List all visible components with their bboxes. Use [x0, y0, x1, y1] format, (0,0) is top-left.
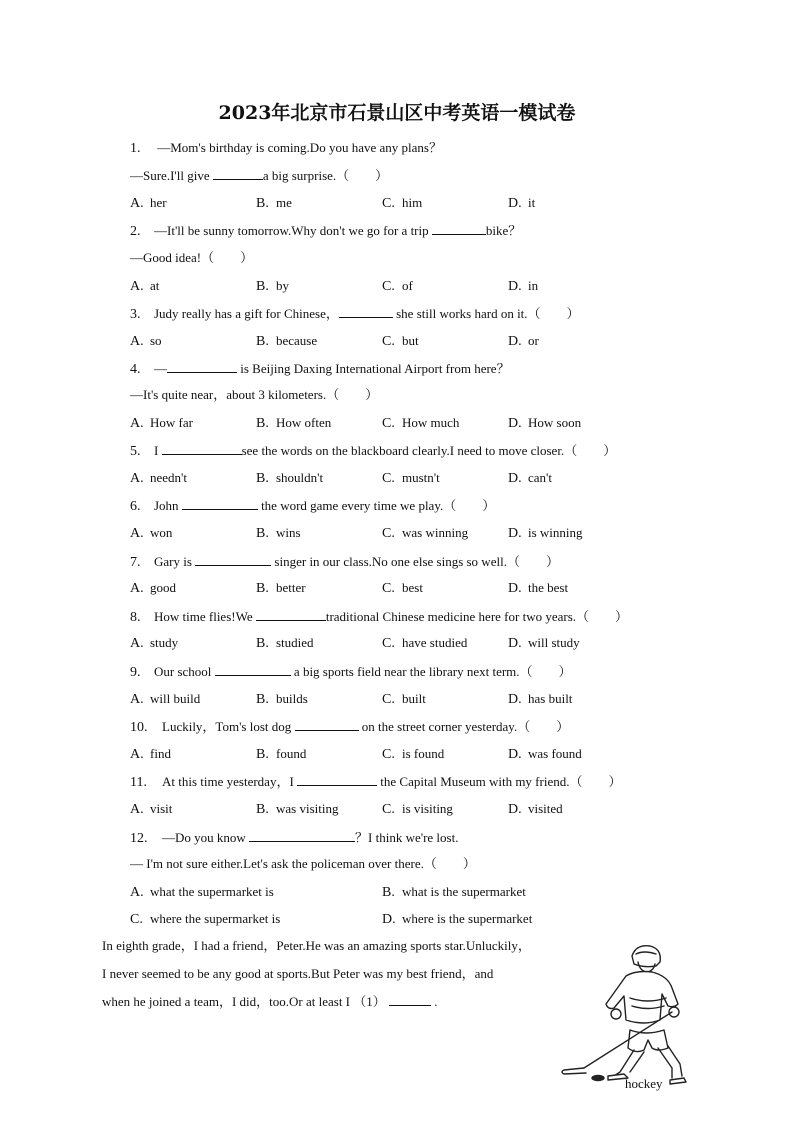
option-text: was found — [528, 746, 582, 761]
option-text: so — [150, 333, 162, 348]
question-number: 7. — [130, 555, 141, 570]
option-c[interactable] — [382, 635, 467, 652]
option-letter: C. — [382, 692, 395, 707]
option-letter: A. — [130, 334, 144, 349]
question-text: Luckily，Tom's lost dog — [162, 719, 295, 734]
option-text: built — [402, 691, 426, 706]
question-text: I — [154, 443, 162, 458]
option-b[interactable] — [256, 525, 301, 542]
option-text: needn't — [150, 470, 187, 485]
option-text: can't — [528, 470, 552, 485]
option-text: builds — [276, 691, 308, 706]
question-text: bike？ — [485, 223, 522, 238]
option-text: has built — [528, 691, 573, 706]
question-text: Gary is — [154, 554, 196, 569]
option-text: is winning — [528, 525, 583, 540]
option-letter: A. — [130, 692, 144, 707]
question-4-reply: —It's quite near，about 3 kilometers.（ ） — [130, 387, 379, 402]
option-d[interactable] — [508, 195, 535, 212]
question-number: 6. — [130, 499, 141, 514]
option-b[interactable] — [256, 635, 314, 652]
option-letter: C. — [382, 196, 395, 211]
option-c[interactable] — [382, 278, 413, 295]
option-text: How much — [402, 415, 460, 430]
option-a[interactable] — [130, 691, 200, 708]
question-text: singer in our class.No one else sings so well.（ ） — [271, 554, 559, 569]
question-number: 10. — [130, 720, 148, 735]
option-d[interactable] — [508, 525, 583, 542]
option-c[interactable] — [130, 911, 280, 928]
question-text: ？I think we're lost. — [355, 830, 459, 845]
option-text: or — [528, 333, 539, 348]
question-2 — [130, 222, 521, 240]
option-letter: C. — [382, 416, 395, 431]
question-number: 12. — [130, 831, 148, 846]
option-text: was visiting — [276, 801, 339, 816]
option-letter: B. — [256, 802, 269, 817]
question-4 — [130, 360, 510, 378]
question-text: a big surprise.（ ） — [262, 168, 389, 183]
question-number: 9. — [130, 665, 141, 680]
option-letter: A. — [130, 279, 144, 294]
option-text: studied — [276, 635, 314, 650]
question-1 — [130, 140, 442, 157]
option-text: have studied — [402, 635, 468, 650]
question-text: —Sure.I'll give — [130, 168, 213, 183]
option-d[interactable] — [382, 911, 532, 928]
option-text: won — [150, 525, 173, 540]
option-letter: A. — [130, 196, 144, 211]
option-d[interactable] — [508, 333, 539, 350]
option-letter: C. — [382, 747, 395, 762]
option-letter: A. — [130, 526, 144, 541]
option-c[interactable] — [382, 195, 422, 212]
question-text: How time flies!We — [154, 609, 256, 624]
option-a[interactable] — [130, 415, 193, 432]
option-d[interactable] — [508, 691, 572, 708]
option-text: by — [276, 278, 289, 293]
passage-line-2: I never seemed to be any good at sports.But Peter was my best friend，and — [102, 966, 494, 981]
option-letter: D. — [508, 747, 522, 762]
option-a[interactable] — [130, 195, 167, 212]
option-letter: D. — [508, 802, 522, 817]
option-letter: A. — [130, 416, 144, 431]
option-b[interactable] — [382, 884, 526, 901]
option-letter: B. — [256, 692, 269, 707]
question-number: 5. — [130, 444, 141, 459]
question-10 — [130, 718, 569, 736]
question-6 — [130, 497, 495, 515]
option-text: How far — [150, 415, 193, 430]
option-c[interactable] — [382, 470, 440, 487]
passage-line-3 — [102, 993, 438, 1010]
question-number: 11. — [130, 775, 147, 790]
option-letter: B. — [256, 471, 269, 486]
question-number: 1. — [130, 141, 141, 156]
option-a[interactable] — [130, 278, 159, 295]
option-letter: D. — [508, 334, 522, 349]
question-number: 8. — [130, 610, 141, 625]
option-text: it — [528, 195, 536, 210]
option-text: better — [276, 580, 306, 595]
question-text: —Mom's birthday is coming.Do you have any plans？ — [157, 140, 442, 155]
question-11 — [130, 773, 621, 791]
option-text: find — [150, 746, 171, 761]
question-text: the word game every time we play.（ ） — [257, 498, 496, 513]
page-title: 2023年北京市石景山区中考英语一模试卷 — [218, 102, 576, 124]
question-9 — [130, 663, 572, 681]
option-letter: D. — [508, 526, 522, 541]
option-letter: A. — [130, 581, 144, 596]
option-text: me — [276, 195, 292, 210]
illustration-caption: hockey — [625, 1076, 663, 1091]
answer-blank[interactable] — [256, 608, 326, 621]
option-letter: B. — [256, 747, 269, 762]
option-letter: B. — [256, 334, 269, 349]
question-text: the Capital Museum with my friend.（ ） — [377, 774, 622, 789]
option-d[interactable] — [508, 801, 563, 818]
option-letter: A. — [130, 802, 144, 817]
option-text: him — [402, 195, 423, 210]
question-text: she still works hard on it.（ ） — [392, 306, 580, 321]
question-text: is Beijing Daxing International Airport from here？ — [237, 361, 510, 376]
option-letter: C. — [382, 802, 395, 817]
option-text: what the supermarket is — [150, 884, 274, 899]
option-text: will build — [150, 691, 201, 706]
option-letter: C. — [382, 279, 395, 294]
question-12 — [130, 829, 458, 847]
question-text: traditional Chinese medicine here for two years.（ ） — [325, 609, 629, 624]
answer-blank[interactable] — [249, 829, 355, 842]
option-letter: D. — [508, 416, 522, 431]
option-b[interactable] — [256, 278, 289, 295]
option-a[interactable] — [130, 333, 162, 350]
question-2-reply: —Good idea!（ ） — [130, 250, 254, 265]
option-c[interactable] — [382, 525, 468, 542]
option-letter: A. — [130, 471, 144, 486]
option-letter: C. — [382, 526, 395, 541]
question-text: At this time yesterday，I — [162, 774, 298, 789]
option-text: shouldn't — [276, 470, 324, 485]
option-text: How soon — [528, 415, 582, 430]
option-d[interactable] — [508, 470, 552, 487]
passage-text: when he joined a team，I did，too.Or at least I （1） — [102, 994, 390, 1009]
option-text: where is the supermarket — [402, 911, 533, 926]
option-a[interactable] — [130, 525, 172, 542]
option-letter: B. — [256, 196, 269, 211]
option-c[interactable] — [382, 801, 453, 818]
option-a[interactable] — [130, 635, 178, 652]
option-text: wins — [276, 525, 301, 540]
option-a[interactable] — [130, 801, 172, 818]
question-text: see the words on the blackboard clearly.I need to move closer.（ ） — [241, 443, 617, 458]
answer-blank[interactable] — [339, 305, 393, 318]
question-12-reply: — I'm not sure either.Let's ask the policeman over there.（ ） — [130, 856, 476, 871]
option-text: found — [276, 746, 307, 761]
option-a[interactable] — [130, 580, 176, 597]
question-7 — [130, 553, 559, 571]
answer-blank[interactable] — [182, 497, 258, 510]
option-text: best — [402, 580, 423, 595]
question-8 — [130, 608, 628, 626]
question-text: — — [154, 361, 167, 376]
option-letter: B. — [256, 279, 269, 294]
answer-blank[interactable] — [213, 167, 263, 180]
option-d[interactable] — [508, 635, 580, 652]
question-text: —Do you know — [162, 830, 250, 845]
option-letter: C. — [382, 334, 395, 349]
option-text: is found — [402, 746, 445, 761]
option-a[interactable] — [130, 470, 187, 487]
option-text: good — [150, 580, 176, 595]
option-c[interactable] — [382, 580, 423, 597]
option-c[interactable] — [382, 746, 444, 763]
answer-blank[interactable] — [162, 442, 242, 455]
option-c[interactable] — [382, 415, 459, 432]
passage-text: . — [431, 994, 438, 1009]
option-letter: D. — [508, 581, 522, 596]
option-text: visited — [528, 801, 563, 816]
question-text: John — [154, 498, 182, 513]
option-letter: D. — [508, 692, 522, 707]
option-letter: C. — [382, 471, 395, 486]
answer-blank[interactable] — [295, 718, 359, 731]
option-a[interactable] — [130, 884, 274, 901]
option-text: what is the supermarket — [402, 884, 526, 899]
option-b[interactable] — [256, 415, 331, 432]
option-letter: B. — [382, 885, 395, 900]
option-letter: A. — [130, 885, 144, 900]
question-text: —It'll be sunny tomorrow.Why don't we go for a trip — [154, 223, 432, 238]
answer-blank[interactable] — [389, 993, 431, 1006]
option-text: How often — [276, 415, 332, 430]
option-letter: D. — [508, 636, 522, 651]
option-b[interactable] — [256, 333, 317, 350]
answer-blank[interactable] — [432, 222, 486, 235]
hockey-player-illustration — [560, 940, 700, 1090]
option-text: mustn't — [402, 470, 440, 485]
option-text: is visiting — [402, 801, 453, 816]
option-letter: C. — [130, 912, 143, 927]
option-text: at — [150, 278, 160, 293]
question-number: 3. — [130, 307, 141, 322]
answer-blank[interactable] — [195, 553, 271, 566]
option-letter: C. — [382, 636, 395, 651]
option-a[interactable] — [130, 746, 171, 763]
option-b[interactable] — [256, 195, 292, 212]
answer-blank[interactable] — [215, 663, 291, 676]
option-letter: A. — [130, 747, 144, 762]
option-text: of — [402, 278, 413, 293]
option-text: visit — [150, 801, 173, 816]
question-text: Judy really has a gift for Chinese， — [154, 306, 339, 321]
question-number: 2. — [130, 224, 141, 239]
option-c[interactable] — [382, 333, 419, 350]
option-d[interactable] — [508, 580, 568, 597]
question-text: on the street corner yesterday.（ ） — [358, 719, 570, 734]
option-letter: D. — [508, 196, 522, 211]
question-1-answer-line — [130, 167, 388, 184]
option-text: but — [402, 333, 419, 348]
option-text: will study — [528, 635, 580, 650]
option-letter: B. — [256, 416, 269, 431]
option-letter: D. — [508, 279, 522, 294]
option-letter: B. — [256, 526, 269, 541]
option-d[interactable] — [508, 278, 538, 295]
option-b[interactable] — [256, 470, 323, 487]
option-d[interactable] — [508, 746, 582, 763]
option-text: where the supermarket is — [150, 911, 281, 926]
passage-line-1: In eighth grade，I had a friend，Peter.He was an amazing sports star.Unluckily， — [102, 938, 531, 953]
option-text: the best — [528, 580, 569, 595]
option-d[interactable] — [508, 415, 581, 432]
option-b[interactable] — [256, 580, 306, 597]
question-number: 4. — [130, 362, 141, 377]
option-b[interactable] — [256, 801, 338, 818]
question-3 — [130, 305, 580, 323]
option-text: in — [528, 278, 539, 293]
option-b[interactable] — [256, 746, 306, 763]
option-b[interactable] — [256, 691, 308, 708]
answer-blank[interactable] — [297, 773, 377, 786]
option-text: her — [150, 195, 167, 210]
option-letter: B. — [256, 636, 269, 651]
option-letter: D. — [508, 471, 522, 486]
answer-blank[interactable] — [167, 360, 237, 373]
option-text: because — [276, 333, 318, 348]
question-text: a big sports field near the library next term.（ ） — [290, 664, 572, 679]
question-5 — [130, 442, 616, 460]
option-c[interactable] — [382, 691, 426, 708]
option-letter: D. — [382, 912, 396, 927]
option-letter: A. — [130, 636, 144, 651]
question-text: Our school — [154, 664, 215, 679]
option-text: study — [150, 635, 179, 650]
option-text: was winning — [402, 525, 469, 540]
option-letter: C. — [382, 581, 395, 596]
option-letter: B. — [256, 581, 269, 596]
